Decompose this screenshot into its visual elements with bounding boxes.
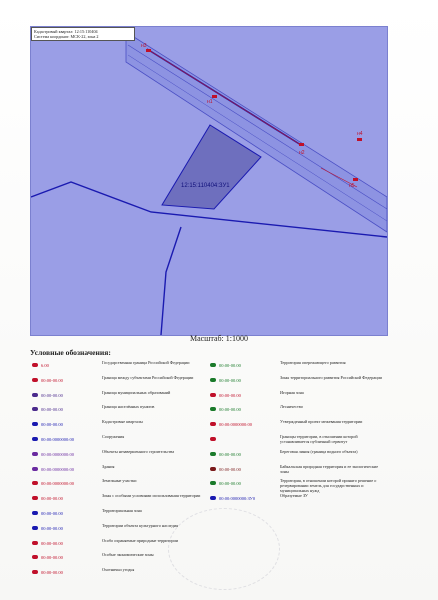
legend-swatch-icon — [32, 541, 38, 545]
legend-swatch-icon — [210, 452, 216, 456]
legend-label: Игорная зона — [280, 389, 304, 395]
legend-symbol: 00:00:0000000:00 — [30, 450, 90, 459]
legend-swatch-icon — [210, 481, 216, 485]
legend-label: Граница муниципальных образований — [102, 389, 171, 395]
point-label-n5: н5 — [349, 183, 355, 189]
legend-swatch-icon — [32, 422, 38, 426]
point-marker-n2[interactable] — [299, 143, 304, 146]
legend-swatch-icon — [210, 407, 216, 411]
legend-label: Зоны с особыми условиями использования территории — [102, 493, 201, 499]
legend-item — [30, 390, 208, 404]
legend-swatch-icon — [32, 363, 38, 367]
legend-symbol — [208, 435, 268, 444]
point-marker-n4[interactable] — [357, 138, 362, 141]
parcel-label: 12:15:110404:ЗУ1 — [181, 183, 230, 189]
legend-label: Береговая линия (граница водного объекта) — [280, 448, 358, 454]
legend-label: Зоны территориального развития Российской Федерации — [280, 374, 382, 380]
legend-label: Охотничьи угодья — [102, 567, 135, 573]
legend-symbol: 00:00-00.00 — [208, 465, 268, 474]
legend-item — [30, 449, 208, 463]
legend-symbol: 00:00-00.00 — [30, 553, 90, 562]
infobox-quarter: Кадастровый квартал: 12:15:110404 — [34, 29, 98, 34]
legend-symbol: 00:00-00.00 — [30, 376, 90, 385]
legend-label: Особо охраняемые природные территории — [102, 537, 178, 543]
legend-symbol: 00:00:0000000:ЗУ0 — [208, 494, 268, 503]
stamp — [168, 508, 280, 590]
legend-item — [208, 434, 386, 448]
legend-swatch-icon — [32, 393, 38, 397]
legend-swatch-icon — [32, 407, 38, 411]
legend-swatch-icon — [32, 452, 38, 456]
legend-label: Территории объекта культурного наследия — [102, 522, 179, 528]
point-label-n4: н4 — [357, 131, 363, 137]
point-marker-n1[interactable] — [212, 95, 217, 98]
legend-label: Кадастровые кварталы — [102, 419, 143, 425]
legend-item — [208, 404, 386, 418]
legend-label: Границы территории, в отношении которой устанавливается публичный сервитут — [280, 434, 358, 444]
legend-item — [208, 449, 386, 463]
legend-swatch-icon — [32, 526, 38, 530]
legend-swatch-icon — [210, 378, 216, 382]
legend-symbol: 00:00-00.00 — [30, 509, 90, 518]
legend-symbol: 00:00:0000000:00 — [208, 420, 268, 429]
legend-label: Лесничество — [280, 404, 303, 410]
legend-label: Территориальная зона — [102, 508, 142, 513]
legend-item — [30, 508, 208, 522]
legend-symbol: 00:00-00.00 — [208, 479, 268, 488]
legend-swatch-icon — [210, 437, 216, 441]
legend-item — [208, 478, 386, 492]
legend-swatch-icon — [32, 481, 38, 485]
legend-symbol: 00:00:0000000:00 — [30, 465, 90, 474]
map-canvas — [31, 27, 387, 335]
legend-symbol: 00:00-00.00 — [208, 391, 268, 400]
legend-item — [208, 390, 386, 404]
legend-label: Граница между субъектами Российской Федерации — [102, 374, 194, 380]
legend-label: Байкальская природная территория и ее экологические зоны — [280, 463, 379, 474]
legend-symbol: 00:00-00.00 — [30, 391, 90, 400]
legend-item — [30, 404, 208, 418]
legend-symbol: 00:00-00.00 — [30, 420, 90, 429]
legend-item — [208, 360, 386, 374]
legend-item — [30, 375, 208, 389]
point-label-n2: н2 — [299, 150, 305, 156]
infobox-coordinate-system: Система координат: МСК-22, зона 2 — [34, 34, 99, 39]
legend-label: Объекты незавершенного строительства — [102, 448, 175, 454]
legend-swatch-icon — [32, 437, 38, 441]
point-label-n3: н3 — [141, 43, 147, 49]
boundary-segment-red — [147, 49, 301, 145]
legend-symbol: 00:00-00.00 — [208, 376, 268, 385]
quarter-boundary-2 — [161, 227, 181, 335]
legend-item — [208, 493, 386, 507]
legend-symbol: 00:00-00.00 — [30, 539, 90, 548]
cadastral-map[interactable] — [30, 26, 388, 336]
legend-symbol: 00:00:0000000:00 — [30, 435, 90, 444]
legend-label: Территория, в отношении которой принято решение о резервировании земель для государственных и муниципальных нужд — [280, 478, 377, 494]
map-infobox — [31, 27, 135, 41]
point-marker-n5[interactable] — [353, 178, 358, 181]
legend-label: Здания — [102, 463, 115, 469]
legend-swatch-icon — [210, 467, 216, 471]
legend-swatch-icon — [210, 363, 216, 367]
legend-symbol: 00:00-00.00 — [30, 494, 90, 503]
legend-item — [30, 493, 208, 507]
legend-label: Земельные участки — [102, 478, 137, 484]
legend-swatch-icon — [210, 422, 216, 426]
legend-item — [208, 375, 386, 389]
legend-swatch-icon — [32, 378, 38, 382]
legend-label: Территория опережающего развития — [280, 360, 346, 365]
legend-symbol: 00:00:0000000:00 — [30, 479, 90, 488]
legend-swatch-icon — [32, 496, 38, 500]
legend-symbol: 00:00-00.00 — [30, 405, 90, 414]
legend-item — [208, 464, 386, 478]
legend-swatch-icon — [210, 496, 216, 500]
legend-label: Государственная граница Российской Федерации — [102, 360, 190, 365]
legend-item — [30, 419, 208, 433]
legend-label: Сооружения — [102, 434, 125, 439]
legend-swatch-icon — [210, 393, 216, 397]
legend-item — [30, 464, 208, 478]
legend-symbol: 00:00-00.00 — [208, 450, 268, 459]
legend-swatch-icon — [32, 555, 38, 559]
legend-label: Утвержденный проект межевания территории — [280, 419, 363, 425]
legend-label: Образуемые ЗУ — [280, 493, 308, 499]
legend-symbol: 00:00-00.00 — [208, 361, 268, 370]
legend-item — [30, 478, 208, 492]
point-marker-n3[interactable] — [146, 49, 151, 52]
legend-symbol: 00:00-00.00 — [30, 568, 90, 577]
legend-symbol: 6.00 — [30, 361, 90, 370]
legend-item — [30, 434, 208, 448]
legend-symbol: 00:00-00.00 — [208, 405, 268, 414]
legend-item — [30, 360, 208, 374]
legend-swatch-icon — [32, 467, 38, 471]
map-scale: Масштаб: 1:1000 — [189, 334, 249, 343]
legend-title: Условные обозначения: — [30, 348, 111, 357]
legend-swatch-icon — [32, 570, 38, 574]
legend-label: Граница населённых пунктов — [102, 404, 155, 410]
legend-swatch-icon — [32, 511, 38, 515]
legend-item — [208, 419, 386, 433]
point-label-n1: н1 — [207, 99, 213, 105]
legend-label: Особые экономические зоны — [102, 552, 154, 558]
legend-symbol: 00:00-00.00 — [30, 524, 90, 533]
